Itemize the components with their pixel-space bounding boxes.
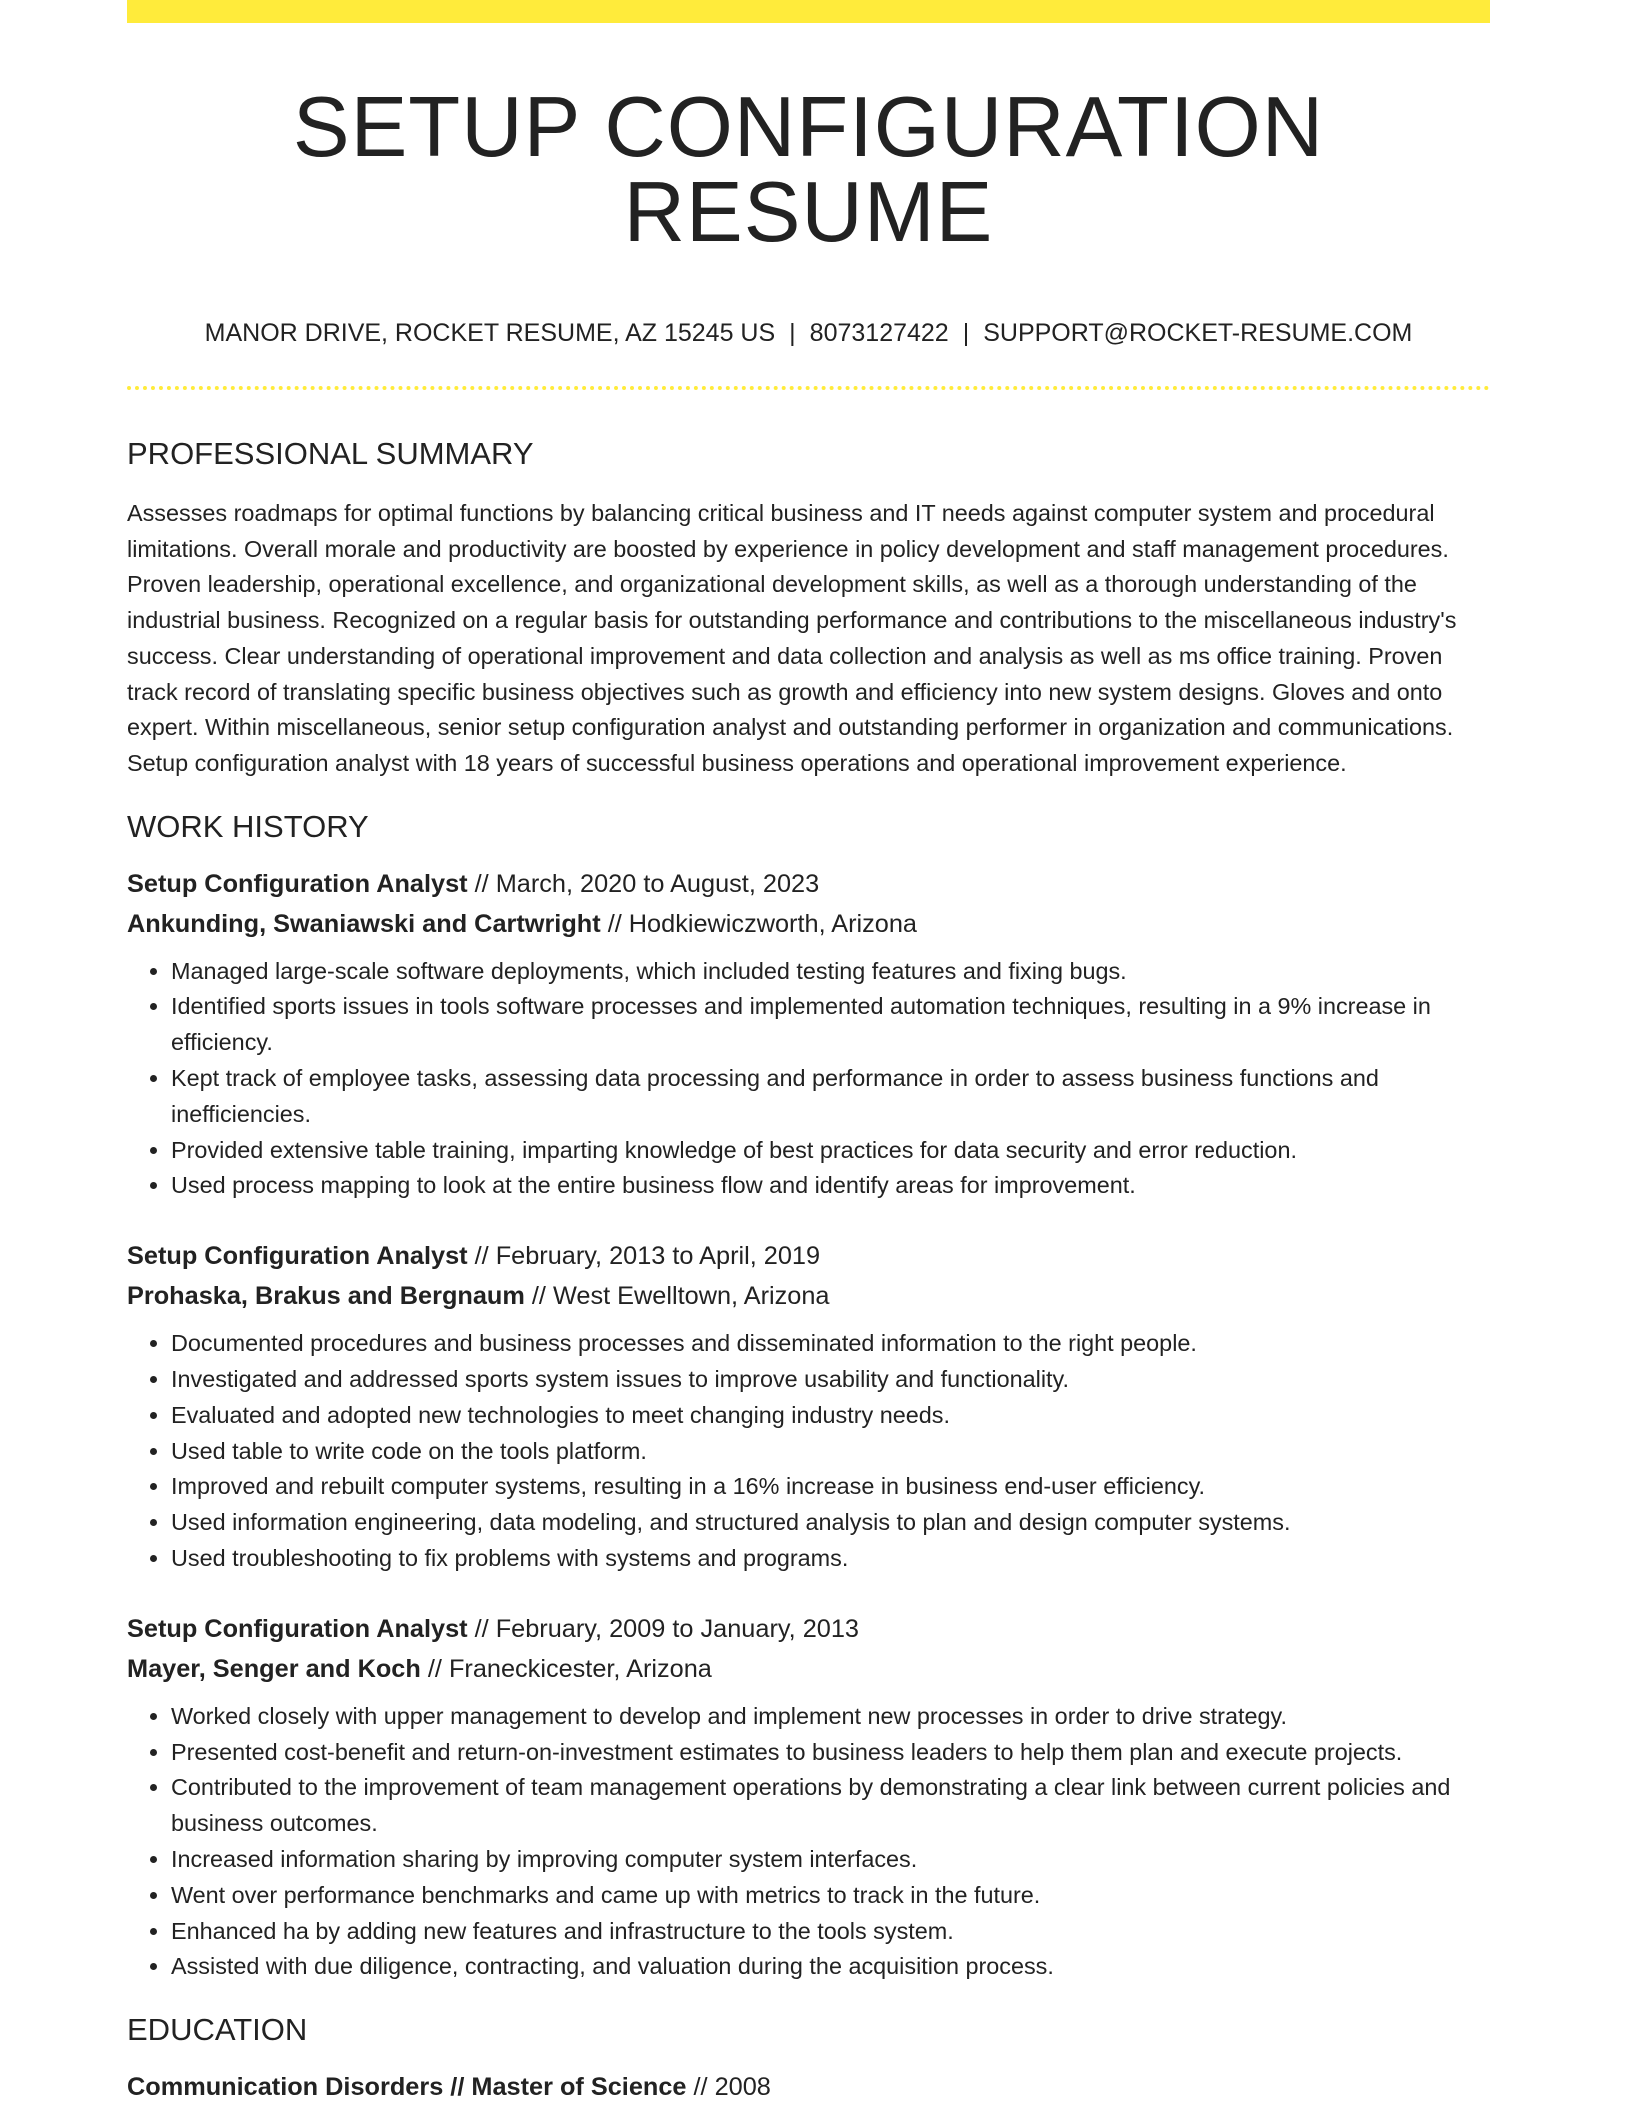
job-bullet: • Enhanced ha by adding new features and infrastructure to the tools system.	[171, 1914, 1490, 1950]
job-dates: // February, 2009 to January, 2013	[467, 1614, 859, 1643]
top-accent-bar	[127, 0, 1490, 23]
job-role: Setup Configuration Analyst	[127, 869, 468, 898]
contact-email: SUPPORT@ROCKET-RESUME.COM	[983, 319, 1413, 347]
job-bullet: • Used troubleshooting to fix problems with systems and programs.	[171, 1541, 1490, 1577]
job-bullet: • Improved and rebuilt computer systems, resulting in a 16% increase in business end-user efficiency.	[171, 1469, 1490, 1505]
job-bullet-list	[127, 1699, 1490, 1985]
job-bullet: • Contributed to the improvement of team management operations by demonstrating a clear link between current policies and business outcomes.	[171, 1770, 1490, 1842]
summary-text: Assesses roadmaps for optimal functions by balancing critical business and IT needs against computer system and procedural limitations. Overall morale and productivity are boosted by experience in policy development and staff management procedures. Proven leadership, operational excellence, and organizational development skills, as well as a thorough understanding of the industrial business. Recognized on a regular basis for outstanding performance and contributions to the miscellaneous industry's success. Clear understanding of operational improvement and data collection and analysis as well as ms office training. Proven track record of translating specific business objectives such as growth and efficiency into new system designs. Gloves and onto expert. Within miscellaneous, senior setup configuration analyst and outstanding performer in organization and communications. Setup configuration analyst with 18 years of successful business operations and operational improvement experience.	[127, 500, 1457, 776]
job-bullet-list	[127, 1326, 1490, 1577]
work-history-list	[127, 864, 1490, 1986]
job-company: Ankunding, Swaniawski and Cartwright	[127, 909, 601, 938]
job-bullet: • Increased information sharing by improving computer system interfaces.	[171, 1842, 1490, 1878]
education-list	[127, 2067, 1490, 2107]
job-bullet: • Provided extensive table training, imparting knowledge of best practices for data security and error reduction.	[171, 1133, 1490, 1169]
job-location: // Hodkiewiczworth, Arizona	[600, 909, 918, 938]
job-dates: // March, 2020 to August, 2023	[467, 869, 820, 898]
job-bullet: • Used process mapping to look at the entire business flow and identify areas for improvement.	[171, 1168, 1490, 1204]
job-entry	[127, 864, 1490, 1205]
contact-line	[127, 321, 1490, 346]
job-bullet: • Went over performance benchmarks and came up with metrics to track in the future.	[171, 1878, 1490, 1914]
resume-page	[127, 0, 1490, 2107]
contact-separator: |	[962, 319, 970, 347]
job-bullet: • Used table to write code on the tools platform.	[171, 1434, 1490, 1470]
contact-phone: 8073127422	[809, 319, 949, 347]
job-title-line	[127, 864, 1490, 904]
job-bullet: • Assisted with due diligence, contracting, and valuation during the acquisition process.	[171, 1949, 1490, 1985]
job-company: Prohaska, Brakus and Bergnaum	[127, 1282, 525, 1311]
resume-title: SETUP CONFIGURATION RESUME	[292, 80, 1325, 260]
job-company-line	[127, 1649, 1490, 1689]
job-dates: // February, 2013 to April, 2019	[467, 1242, 821, 1271]
job-role: Setup Configuration Analyst	[127, 1242, 468, 1271]
job-location: // Franeckicester, Arizona	[420, 1654, 712, 1683]
contact-address: MANOR DRIVE, ROCKET RESUME, AZ 15245 US	[204, 319, 776, 347]
job-bullet: • Presented cost-benefit and return-on-investment estimates to business leaders to help them plan and execute projects.	[171, 1735, 1490, 1771]
summary-heading: PROFESSIONAL SUMMARY	[127, 436, 534, 471]
job-company-line	[127, 904, 1490, 944]
job-bullet: • Kept track of employee tasks, assessing data processing and performance in order to assess business functions and inefficiencies.	[171, 1061, 1490, 1133]
job-entry	[127, 1609, 1490, 1985]
job-title-line	[127, 1609, 1490, 1649]
job-location: // West Ewelltown, Arizona	[524, 1282, 830, 1311]
job-bullet: • Worked closely with upper management to develop and implement new processes in order to drive strategy.	[171, 1699, 1490, 1735]
job-bullet: • Documented procedures and business processes and disseminated information to the right people.	[171, 1326, 1490, 1362]
job-company: Mayer, Senger and Koch	[127, 1654, 421, 1683]
contact-separator: |	[789, 319, 796, 347]
job-bullet-list	[127, 954, 1490, 1205]
education-year: // 2008	[686, 2073, 771, 2102]
education-entry	[127, 2067, 1490, 2107]
education-heading: EDUCATION	[127, 2012, 308, 2048]
job-bullet: • Used information engineering, data modeling, and structured analysis to plan and design computer systems.	[171, 1505, 1490, 1541]
education-degree: Communication Disorders // Master of Science	[127, 2073, 687, 2102]
job-title-line	[127, 1236, 1490, 1276]
dotted-divider	[127, 386, 1490, 390]
job-company-line	[127, 1276, 1490, 1316]
job-bullet: • Evaluated and adopted new technologies to meet changing industry needs.	[171, 1398, 1490, 1434]
job-bullet: • Identified sports issues in tools software processes and implemented automation techniques, resulting in a 9% increase in efficiency.	[171, 989, 1490, 1061]
job-entry	[127, 1236, 1490, 1577]
work-history-heading: WORK HISTORY	[127, 808, 369, 844]
job-role: Setup Configuration Analyst	[127, 1614, 468, 1643]
job-bullet: • Managed large-scale software deployments, which included testing features and fixing bugs.	[171, 954, 1490, 990]
job-bullet: • Investigated and addressed sports system issues to improve usability and functionality.	[171, 1362, 1490, 1398]
